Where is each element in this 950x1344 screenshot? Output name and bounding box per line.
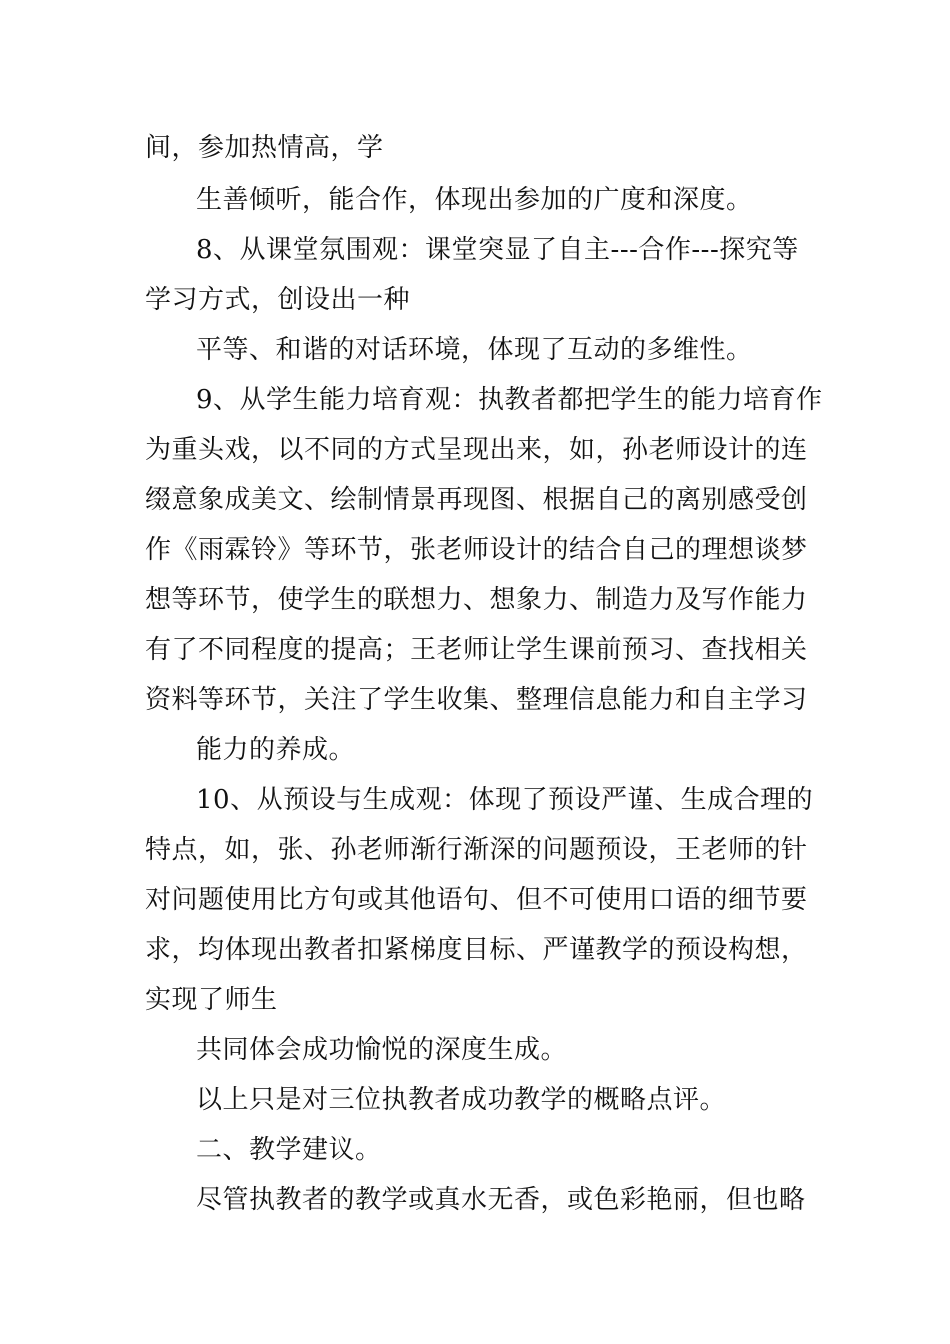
text-line: 为重头戏，以不同的方式呈现出来，如，孙老师设计的连 <box>145 435 808 465</box>
text-line: 对问题使用比方句或其他语句、但不可使用口语的细节要 <box>145 885 808 915</box>
text-line: 间，参加热情高，学 <box>145 133 384 163</box>
text-line: 缀意象成美文、绘制情景再现图、根据自己的离别感受创 <box>145 485 808 515</box>
text-line: 有了不同程度的提高；王老师让学生课前预习、查找相关 <box>145 635 808 665</box>
text-line: 10、从预设与生成观：体现了预设严谨、生成合理的 <box>196 785 814 815</box>
text-line: 9、从学生能力培育观：执教者都把学生的能力培育作 <box>196 385 823 415</box>
text-line: 学习方式，创设出一种 <box>145 285 411 315</box>
text-line: 8、从课堂氛围观：课堂突显了自主---合作---探究等 <box>196 235 799 265</box>
text-line: 实现了师生 <box>145 985 278 1015</box>
section-heading: 二、教学建议。 <box>196 1135 382 1165</box>
text-line: 资料等环节，关注了学生收集、整理信息能力和自主学习 <box>145 685 808 715</box>
text-line: 特点，如，张、孙老师渐行渐深的问题预设，王老师的针 <box>145 835 808 865</box>
text-line: 求，均体现出教者扣紧梯度目标、严谨教学的预设构想， <box>145 935 808 965</box>
text-line: 以上只是对三位执教者成功教学的概略点评。 <box>196 1085 727 1115</box>
text-line: 平等、和谐的对话环境，体现了互动的多维性。 <box>196 335 753 365</box>
text-line: 生善倾听，能合作，体现出参加的广度和深度。 <box>196 185 753 215</box>
text-line: 尽管执教者的教学或真水无香，或色彩艳丽，但也略 <box>196 1185 806 1215</box>
text-line: 作《雨霖铃》等环节，张老师设计的结合自己的理想谈梦 <box>145 535 808 565</box>
text-line: 能力的养成。 <box>196 735 356 765</box>
text-line: 想等环节，使学生的联想力、想象力、制造力及写作能力 <box>145 585 808 615</box>
text-line: 共同体会成功愉悦的深度生成。 <box>196 1035 568 1065</box>
